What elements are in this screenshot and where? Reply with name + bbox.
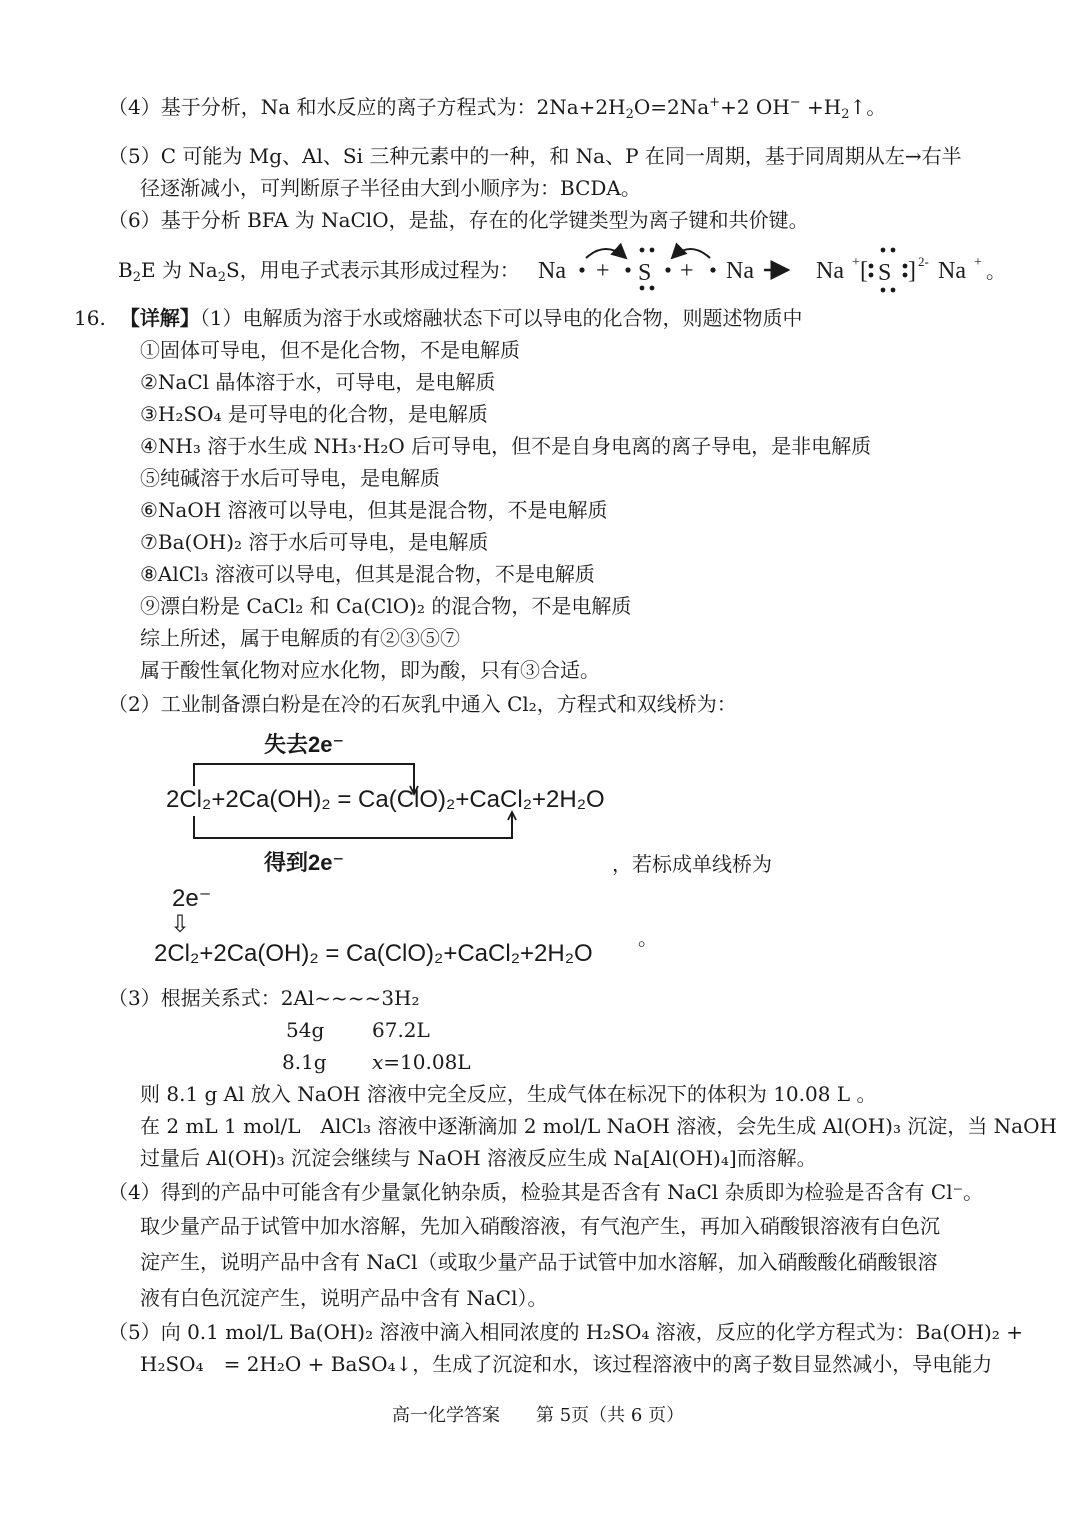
bleach-equation: 2Cl₂+2Ca(OH)₂ = Ca(ClO)₂+CaCl₂+2H₂O xyxy=(166,786,605,813)
sulfur-ion: S xyxy=(878,260,892,286)
q16-item: ⑥NaOH 溶液可以导电，但其是混合物，不是电解质 xyxy=(140,498,608,522)
svg-text:。: 。 xyxy=(986,261,1006,283)
electron-dot xyxy=(579,267,584,272)
ratio-row1-b: 67.2L xyxy=(372,1018,430,1042)
item5-line2: 径逐渐减小，可判断原子半径由大到小顺序为：BCDA。 xyxy=(140,176,641,200)
item4b-line3: 淀产生，说明产品中含有 NaCl（或取少量产品于试管中加水溶解，加入硝酸酸化硝酸银溶 xyxy=(140,1250,938,1274)
item4b-line1: （4）得到的产品中可能含有少量氯化钠杂质，检验其是否含有 NaCl 杂质即为检验是否含有 Cl⁻。 xyxy=(108,1180,984,1204)
svg-text:Na: Na xyxy=(816,258,844,284)
electron-transfer-arrow-right xyxy=(672,249,710,258)
item5b-line1: （5）向 0.1 mol/L Ba(OH)₂ 溶液中滴入相同浓度的 H₂SO₄ 溶液，反应的化学方程式为：Ba(OH)₂ + xyxy=(108,1320,1023,1344)
svg-text:+: + xyxy=(852,255,860,270)
electron-formula-diagram xyxy=(530,236,1006,296)
svg-text:+: + xyxy=(974,255,982,270)
electron-transfer-arrow-left xyxy=(586,249,626,258)
sulfur-left: S xyxy=(638,260,652,286)
item6-line1: （6）基于分析 BFA 为 NaClO，是盐，存在的化学键类型为离子键和共价键。 xyxy=(108,208,809,232)
item5-line1: （5）C 可能为 Mg、Al、Si 三种元素中的一种，和 Na、P 在同一周期，基于同周期从左→右半 xyxy=(108,144,962,168)
q16-acid: 属于酸性氧化物对应水化物，即为酸，只有③合适。 xyxy=(140,658,600,682)
lose-electrons-label: 失去2e⁻ xyxy=(264,732,345,757)
q16-item: ⑨漂白粉是 CaCl₂ 和 Ca(ClO)₂ 的混合物，不是电解质 xyxy=(140,594,632,618)
item3-line1: （3）根据关系式：2Al~~~~3H₂ xyxy=(108,986,420,1010)
item6-b2e-line: $B_2E$ 为 $Na_2S$，用电子式表示其形成过程为： xyxy=(118,258,520,285)
item5b-line2: H₂SO₄ = 2H₂O + BaSO₄↓，生成了沉淀和水，该过程溶液中的离子数目显然减小，导电能力 xyxy=(140,1352,993,1376)
ratio-row2-b: x=10.08L xyxy=(372,1050,471,1074)
item2-line1: （2）工业制备漂白粉是在冷的石灰乳中通入 Cl₂，方程式和双线桥为： xyxy=(108,692,737,716)
q16-header: 16. 【详解】（1）电解质为溶于水或熔融状态下可以导电的化合物，则题述物质中 xyxy=(74,306,803,330)
svg-text:]: ] xyxy=(908,258,916,284)
gain-electrons-label: 得到2e⁻ xyxy=(264,850,345,875)
single-bridge-arrow-icon: ⇩ xyxy=(170,911,191,938)
q16-summary: 综上所述，属于电解质的有②③⑤⑦ xyxy=(140,626,460,650)
page-footer: 高一化学答案 第 5页（共 6 页） xyxy=(392,1405,685,1426)
q16-item: ③H₂SO₄ 是可导电的化合物，是电解质 xyxy=(140,402,488,426)
single-bridge-equation: 2Cl₂+2Ca(OH)₂ = Ca(ClO)₂+CaCl₂+2H₂O xyxy=(154,940,593,967)
ratio-row1-a: 54g xyxy=(286,1018,325,1042)
single-bridge-text: ，若标成单线桥为 xyxy=(612,852,772,876)
q16-item: ⑤纯碱溶于水后可导电，是电解质 xyxy=(140,466,440,490)
na-right: Na xyxy=(726,258,754,284)
svg-text:2-: 2- xyxy=(918,254,929,269)
item4b-line2: 取少量产品于试管中加水溶解，先加入硝酸溶液，有气泡产生，再加入硝酸银溶液有白色沉 xyxy=(140,1214,940,1238)
item3-line6: 过量后 Al(OH)₃ 沉淀会继续与 NaOH 溶液反应生成 Na[Al(OH)₄]而溶解。 xyxy=(140,1146,817,1170)
svg-text:+: + xyxy=(680,258,694,284)
q16-item: ⑦Ba(OH)₂ 溶于水后可导电，是电解质 xyxy=(140,530,489,554)
svg-text:Na: Na xyxy=(938,258,966,284)
q16-item: ①固体可导电，但不是化合物，不是电解质 xyxy=(140,338,520,362)
period-mark: 。 xyxy=(638,926,658,950)
gain-bracket xyxy=(194,814,512,838)
q16-item: ⑧AlCl₃ 溶液可以导电，但其是混合物，不是电解质 xyxy=(140,562,595,586)
ratio-row2-a: 8.1g xyxy=(282,1050,327,1074)
q16-item: ②NaCl 晶体溶于水，可导电，是电解质 xyxy=(140,370,496,394)
item4b-line4: 液有白色沉淀产生，说明产品中含有 NaCl）。 xyxy=(140,1286,548,1310)
svg-text:[: [ xyxy=(860,258,868,284)
svg-text:+: + xyxy=(596,258,610,284)
single-electron-label: 2e⁻ xyxy=(172,885,212,912)
item4-line: （4）基于分析，Na 和水反应的离子方程式为：$2Na+2H_2O=2Na^++2$ $OH^- +H_2↑$。 xyxy=(108,95,887,122)
item3-line4: 则 8.1 g Al 放入 NaOH 溶液中完全反应，生成气体在标况下的体积为 10.08 L 。 xyxy=(140,1082,877,1106)
item3-line5: 在 2 mL 1 mol/L AlCl₃ 溶液中逐渐滴加 2 mol/L NaOH 溶液，会先生成 Al(OH)₃ 沉淀，当 NaOH xyxy=(140,1114,1057,1138)
na-left: Na xyxy=(538,258,566,284)
q16-item: ④NH₃ 溶于水生成 NH₃·H₂O 后可导电，但不是自身电离的离子导电，是非电解质 xyxy=(140,434,872,458)
